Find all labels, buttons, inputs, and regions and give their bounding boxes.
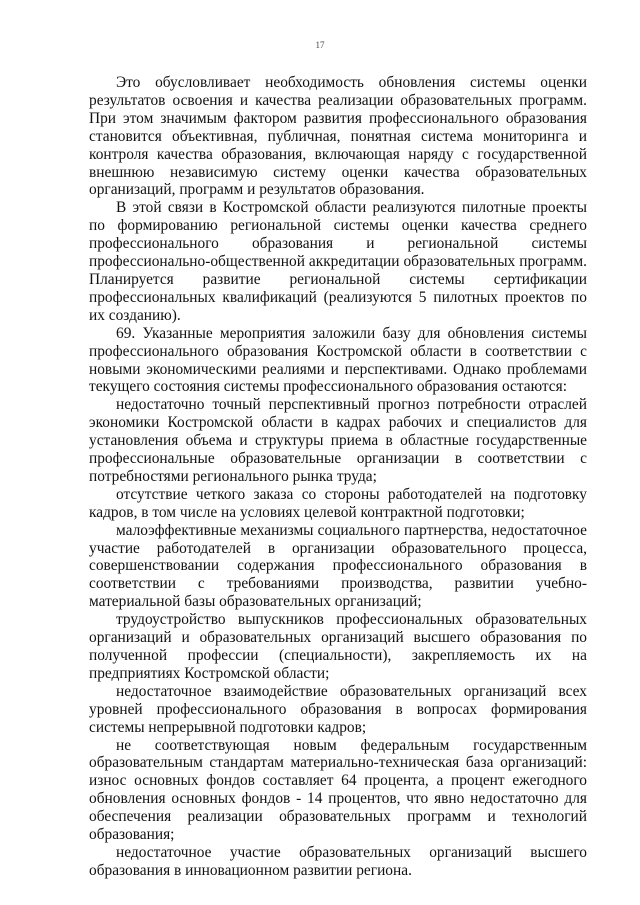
paragraph-problem-innovation: недостаточное участие образовательных организаций высшего образования в инновационном развитии региона. — [89, 843, 587, 879]
paragraph-problem-forecast: недостаточно точный перспективный прогноз потребности отраслей экономики Костромской области в кадрах рабочих и специалистов для установления объема и структуры приема в областные государственные профессиональные образовательные организации в соответствии с потребностями регионального рынка труда; — [89, 396, 587, 485]
paragraph-problem-employment: трудоустройство выпускников профессиональных образовательных организаций и образовательных организаций высшего образования по полученной профессии (специальности), закрепляемость их на предприятиях Костромской области; — [89, 611, 587, 682]
paragraph-evaluation-system: Это обусловливает необходимость обновления системы оценки результатов освоения и качества реализации образовательных программ. При этом значимым фактором развития профессионального образования становится объективная, публичная, понятная система мониторинга и контроля качества образования, включающая наряду с государственной внешнюю независимую систему оценки качества образовательных организаций, программ и результатов образования. — [89, 74, 587, 199]
document-body — [89, 74, 587, 880]
paragraph-problem-partnership: малоэффективные механизмы социального партнерства, недостаточное участие работодателей в организации образовательного процесса, совершенствовании содержания профессионального образования в соответствии с требованиями производства, развитии учебно-материальной базы образовательных организаций; — [89, 521, 587, 611]
paragraph-pilot-projects: В этой связи в Костромской области реализуются пилотные проекты по формированию региональной системы оценки качества среднего профессионального образования и региональной системы профессионально-общественной аккредитации образовательных программ. Планируется развитие региональной системы сертификации профессиональных квалификаций (реализуются 5 пилотных проектов по их созданию). — [89, 199, 587, 324]
paragraph-problem-employer-order: отсутствие четкого заказа со стороны работодателей на подготовку кадров, в том числе на условиях целевой контрактной подготовки; — [89, 485, 587, 521]
paragraph-69-problems-intro: 69. Указанные мероприятия заложили базу для обновления системы профессионального образования Костромской области в соответствии с новыми экономическими реалиями и перспективами. Однако проблемами текущего состояния системы профессионального образования остаются: — [89, 324, 587, 396]
page-number: 17 — [315, 40, 325, 50]
paragraph-problem-material-base: не соответствующая новым федеральным государственным образовательным стандартам материально-техническая база организаций: износ основных фондов составляет 64 процента, а процент ежегодного обновления основных фондов - 14 процентов, что явно недостаточно для обеспечения реализации образовательных программ и технологий образования; — [89, 736, 587, 844]
paragraph-problem-interaction: недостаточное взаимодействие образовательных организаций всех уровней профессионального образования в вопросах формирования системы непрерывной подготовки кадров; — [89, 682, 587, 736]
